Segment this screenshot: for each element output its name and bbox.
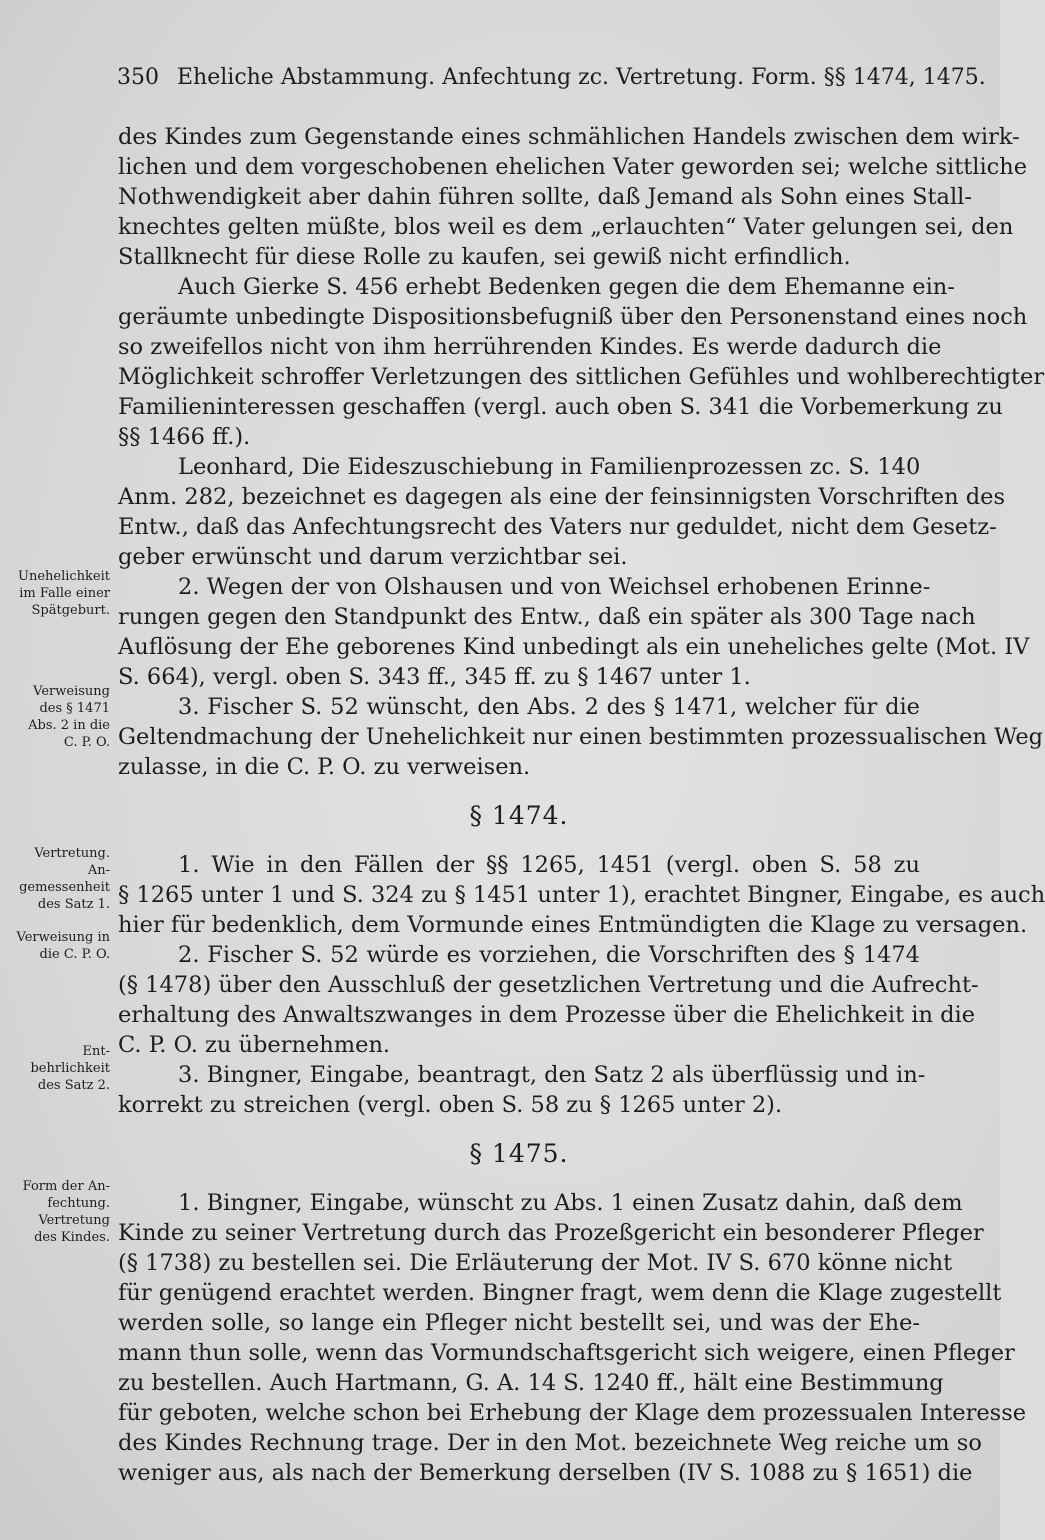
text-line: Familieninteressen geschaffen (vergl. auch oben S. 341 die Vorbemerkung zu xyxy=(118,394,1003,420)
text-line: korrekt zu streichen (vergl. oben S. 58 zu § 1265 unter 2). xyxy=(118,1092,783,1118)
text-line: Geltendmachung der Unehelichkeit nur einen bestimmten prozessualischen Weg xyxy=(118,724,1044,750)
text-line: geber erwünscht und darum verzichtbar sei. xyxy=(118,544,628,570)
margin-note-line: Spätgeburt. xyxy=(31,603,110,618)
text-line: 1. Bingner, Eingabe, wünscht zu Abs. 1 einen Zusatz dahin, daß dem xyxy=(178,1190,963,1216)
text-line: C. P. O. zu übernehmen. xyxy=(118,1032,391,1058)
text-line: rungen gegen den Standpunkt des Entw., daß ein später als 300 Tage nach xyxy=(118,604,976,630)
text-line: 3. Fischer S. 52 wünscht, den Abs. 2 des § 1471, welcher für die xyxy=(178,694,920,720)
running-title: Eheliche Abstammung. Anfechtung zc. Vertretung. Form. §§ 1474, 1475. xyxy=(177,65,986,90)
text-line: lichen und dem vorgeschobenen ehelichen Vater geworden sei; welche sittliche xyxy=(118,154,1028,180)
margin-note-line: fechtung. xyxy=(47,1196,110,1211)
text-line: Entw., daß das Anfechtungsrecht des Vaters nur geduldet, nicht dem Gesetz- xyxy=(118,514,997,540)
running-header xyxy=(117,62,986,94)
text-line: Auch Gierke S. 456 erhebt Bedenken gegen die dem Ehemanne ein- xyxy=(178,274,955,300)
margin-note-line: Form der An- xyxy=(22,1179,110,1194)
section-heading-1475: § 1475. xyxy=(469,1139,569,1168)
margin-note-line: Verweisung xyxy=(33,684,110,699)
margin-note xyxy=(6,929,110,963)
margin-note-line: C. P. O. xyxy=(63,735,110,750)
text-line: (§ 1478) über den Ausschluß der gesetzlichen Vertretung und die Aufrecht- xyxy=(118,972,979,998)
text-line: mann thun solle, wenn das Vormundschaftsgericht sich weigere, einen Pfleger xyxy=(118,1340,1015,1366)
text-line: 1. Wie in den Fällen der §§ 1265, 1451 (vergl. oben S. 58 zu xyxy=(178,852,920,878)
text-line: Auflösung der Ehe geborenes Kind unbedingt als ein uneheliches gelte (Mot. IV xyxy=(118,634,1030,660)
text-line: Leonhard, Die Eideszuschiebung in Familienprozessen zc. S. 140 xyxy=(178,454,921,480)
text-line: geräumte unbedingte Dispositionsbefugniß über den Personenstand eines noch xyxy=(118,304,1028,330)
margin-note-line: gemessenheit xyxy=(19,880,110,895)
margin-note xyxy=(6,1178,110,1246)
text-line: Möglichkeit schroffer Verletzungen des sittlichen Gefühles und wohlberechtigter xyxy=(118,364,1045,390)
margin-note-line: Abs. 2 in die xyxy=(28,718,110,733)
margin-note xyxy=(6,1043,110,1094)
text-line: des Kindes Rechnung trage. Der in den Mot. bezeichnete Weg reiche um so xyxy=(118,1430,982,1456)
margin-note-line: des Satz 1. xyxy=(37,897,110,912)
text-line: weniger aus, als nach der Bemerkung derselben (IV S. 1088 zu § 1651) die xyxy=(118,1460,973,1486)
margin-note-line: Verweisung in xyxy=(16,930,110,945)
text-line: werden solle, so lange ein Pfleger nicht bestellt sei, und was der Ehe- xyxy=(118,1310,920,1336)
text-line: Stallknecht für diese Rolle zu kaufen, sei gewiß nicht erfindlich. xyxy=(118,244,851,270)
margin-note xyxy=(6,683,110,751)
text-line: 3. Bingner, Eingabe, beantragt, den Satz 2 als überflüssig und in- xyxy=(178,1062,926,1088)
text-line: für genügend erachtet werden. Bingner fragt, wem denn die Klage zugestellt xyxy=(118,1280,1002,1306)
text-line: knechtes gelten müßte, blos weil es dem „erlauchten“ Vater gelungen sei, den xyxy=(118,214,1014,240)
text-line: Nothwendigkeit aber dahin führen sollte, daß Jemand als Sohn eines Stall- xyxy=(118,184,972,210)
text-line: so zweifellos nicht von ihm herrührenden Kindes. Es werde dadurch die xyxy=(118,334,942,360)
text-line: Kinde zu seiner Vertretung durch das Prozeßgericht ein besonderer Pfleger xyxy=(118,1220,984,1246)
section-heading-1474: § 1474. xyxy=(469,801,569,830)
text-line: des Kindes zum Gegenstande eines schmählichen Handels zwischen dem wirk- xyxy=(118,124,1020,150)
margin-note-line: Vertretung xyxy=(38,1213,110,1228)
page-number: 350 xyxy=(117,65,159,90)
text-line: erhaltung des Anwaltszwanges in dem Prozesse über die Ehelichkeit in die xyxy=(118,1002,976,1028)
text-line: §§ 1466 ff.). xyxy=(118,424,251,450)
margin-note-line: An- xyxy=(87,863,110,878)
margin-note-line: des Kindes. xyxy=(34,1230,110,1245)
text-line: 2. Wegen der von Olshausen und von Weichsel erhobenen Erinne- xyxy=(178,574,931,600)
margin-note xyxy=(6,845,110,913)
text-line: Anm. 282, bezeichnet es dagegen als eine der feinsinnigsten Vorschriften des xyxy=(118,484,1005,510)
margin-note-line: Vertretung. xyxy=(34,846,110,861)
margin-note xyxy=(6,568,110,619)
margin-note-line: Unehelichkeit xyxy=(17,569,110,584)
margin-note-line: die C. P. O. xyxy=(39,947,110,962)
margin-note-line: im Falle einer xyxy=(19,586,110,601)
margin-note-line: des § 1471 xyxy=(39,701,110,716)
text-line: hier für bedenklich, dem Vormunde eines Entmündigten die Klage zu versagen. xyxy=(118,912,1028,938)
text-line: zu bestellen. Auch Hartmann, G. A. 14 S. 1240 ff., hält eine Bestimmung xyxy=(118,1370,944,1396)
text-line: (§ 1738) zu bestellen sei. Die Erläuterung der Mot. IV S. 670 könne nicht xyxy=(118,1250,953,1276)
margin-note-line: des Satz 2. xyxy=(37,1078,110,1093)
text-line: S. 664), vergl. oben S. 343 ff., 345 ff. zu § 1467 unter 1. xyxy=(118,664,751,690)
text-line: § 1265 unter 1 und S. 324 zu § 1451 unter 1), erachtet Bingner, Eingabe, es auch xyxy=(118,882,1045,908)
margin-note-line: Ent- xyxy=(82,1044,110,1059)
text-line: für geboten, welche schon bei Erhebung der Klage dem prozessualen Interesse xyxy=(118,1400,1027,1426)
text-line: 2. Fischer S. 52 würde es vorziehen, die Vorschriften des § 1474 xyxy=(178,942,920,968)
margin-note-line: behrlichkeit xyxy=(30,1061,110,1076)
text-line: zulasse, in die C. P. O. zu verweisen. xyxy=(118,754,531,780)
